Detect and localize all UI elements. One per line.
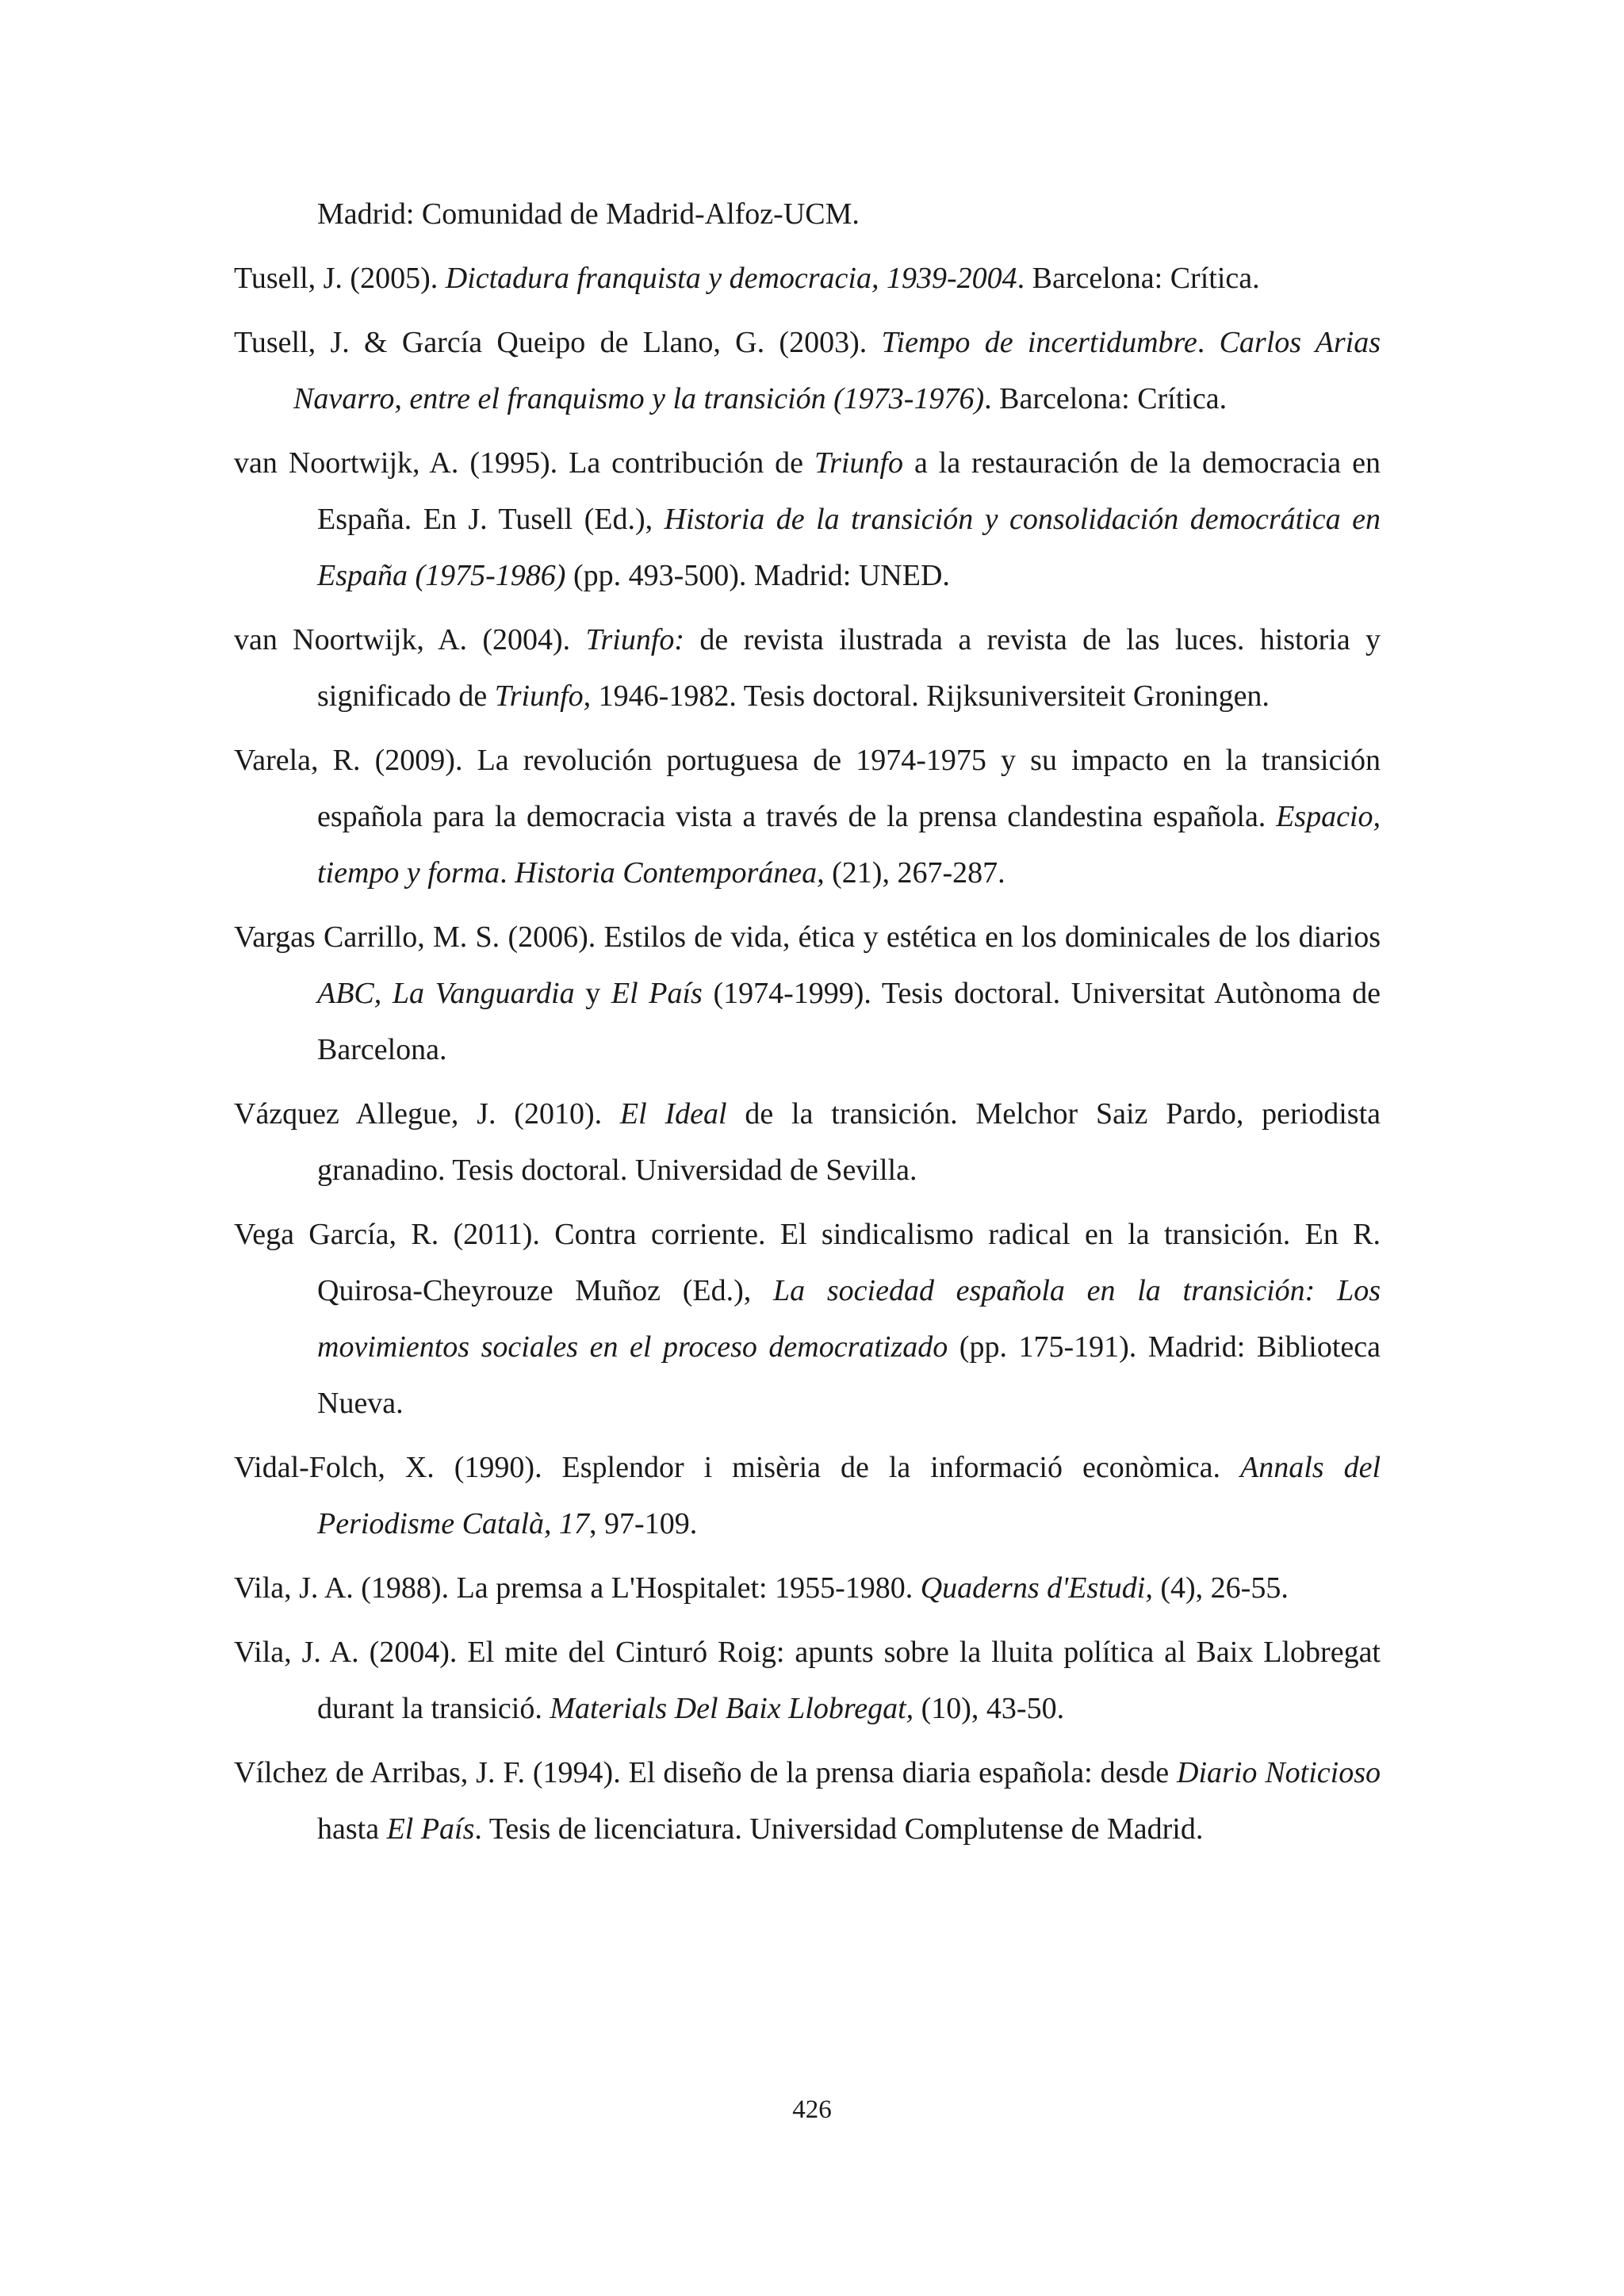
reference-italic-text: Espacio, tiempo y forma (317, 800, 1381, 890)
reference-italic-text: Dictadura franquista y democracia, 1939-2004 (445, 262, 1017, 295)
reference-text: (10), 43-50. (914, 1692, 1065, 1725)
reference-entry-vazquez-2010 (234, 1086, 1381, 1199)
reference-text: hasta (317, 1812, 387, 1846)
reference-italic-text: Triunfo: (585, 623, 685, 656)
reference-entry-vila-2004 (234, 1624, 1381, 1737)
reference-italic-text: Materials Del Baix Llobregat, (550, 1692, 914, 1725)
reference-entry-tusell-2003 (234, 315, 1381, 427)
reference-italic-text: ABC, La Vanguardia (317, 977, 575, 1010)
reference-text: . (500, 856, 515, 890)
page-number: 426 (792, 2095, 832, 2124)
reference-text: (pp. 493-500). Madrid: UNED. (565, 559, 950, 592)
reference-text: . Barcelona: Crítica. (1017, 262, 1260, 295)
reference-entry-vega-2011 (234, 1207, 1381, 1432)
reference-entry-noortwijk-1995 (234, 435, 1381, 604)
reference-italic-text: Quaderns d'Estudi, (920, 1571, 1153, 1605)
reference-italic-text: Historia de la transición y consolidación democrática en España (1975-1986) (317, 503, 1381, 592)
reference-italic-text: Triunfo (814, 446, 903, 480)
reference-text: Tusell, J. & García Queipo de Llano, G. (2003). (234, 326, 882, 359)
reference-text: van Noortwijk, A. (2004). (234, 623, 586, 656)
reference-text: Vila, J. A. (1988). La premsa a L'Hospitalet: 1955-1980. (234, 1571, 921, 1605)
reference-entry-vila-1988 (234, 1560, 1381, 1617)
reference-text: van Noortwijk, A. (1995). La contribución de (234, 446, 815, 480)
reference-text: Vílchez de Arribas, J. F. (1994). El diseño de la prensa diaria española: desde (234, 1756, 1178, 1789)
reference-text: Madrid: Comunidad de Madrid-Alfoz-UCM. (317, 197, 860, 231)
reference-text: (1974-1999). Tesis doctoral. Universitat Autònoma de Barcelona. (317, 977, 1381, 1066)
reference-italic-text: La sociedad española en la transición: Los movimientos sociales en el proceso democratizado (317, 1274, 1381, 1364)
reference-text: Vargas Carrillo, M. S. (2006). Estilos de vida, ética y estética en los dominicales de los diarios (234, 920, 1381, 954)
reference-italic-text: Annals del Periodisme Català, 17 (317, 1451, 1381, 1540)
reference-text: . Tesis de licenciatura. Universidad Complutense de Madrid. (474, 1812, 1204, 1846)
reference-text: , 97-109. (589, 1507, 698, 1540)
reference-text: 1946-1982. Tesis doctoral. Rijksuniversiteit Groningen. (591, 679, 1270, 713)
reference-italic-text: El País (386, 1812, 475, 1846)
reference-entry-vidal-1990 (234, 1440, 1381, 1552)
reference-italic-text: Tiempo de incertidumbre (881, 326, 1197, 359)
reference-text: . Barcelona: Crítica. (984, 382, 1228, 415)
bibliography-list (234, 186, 1381, 1866)
reference-text: . (1197, 326, 1220, 359)
reference-text: Vidal-Folch, X. (1990). Esplendor i misèria de la informació econòmica. (234, 1451, 1241, 1484)
reference-text: y (574, 977, 611, 1010)
reference-text: a la restauración de la democracia en España. En J. Tusell (Ed.), (317, 446, 1381, 536)
reference-entry-vargas-2006 (234, 909, 1381, 1078)
reference-text: (21), 267-287. (824, 856, 1005, 890)
reference-text: de la transición. Melchor Saiz Pardo, periodista granadino. Tesis doctoral. Universidad de Sevilla. (317, 1097, 1381, 1187)
reference-entry-varela-2009 (234, 733, 1381, 901)
reference-text: (4), 26-55. (1152, 1571, 1289, 1605)
reference-text: Vila, J. A. (2004). El mite del Cinturó Roig: apunts sobre la lluita política al Baix Llobregat durant la transició. (234, 1636, 1381, 1725)
reference-italic-text: El País (611, 977, 703, 1010)
reference-text: de revista ilustrada a revista de las luces. historia y significado de (317, 623, 1381, 713)
reference-entry-vilchez-1994 (234, 1745, 1381, 1858)
reference-entry-noortwijk-2004 (234, 612, 1381, 725)
reference-italic-text: Carlos Arias Navarro, entre el franquismo y la transición (1973-1976) (293, 326, 1381, 415)
reference-text: Tusell, J. (2005). (234, 262, 446, 295)
reference-text: Varela, R. (2009). La revolución portuguesa de 1974-1975 y su impacto en la transición española para la democracia vista a través de la prensa clandestina española. (234, 744, 1381, 833)
reference-entry-madrid-cont (317, 186, 1381, 243)
reference-italic-text: Diario Noticioso (1177, 1756, 1381, 1789)
reference-italic-text: Triunfo, (494, 679, 592, 713)
reference-text: Vázquez Allegue, J. (2010). (234, 1097, 620, 1131)
reference-italic-text: Historia Contemporánea, (515, 856, 825, 890)
reference-entry-tusell-2005 (234, 251, 1381, 307)
reference-text: (pp. 175-191). Madrid: Biblioteca Nueva. (317, 1330, 1381, 1420)
reference-text: Vega García, R. (2011). Contra corriente. El sindicalismo radical en la transición. En R. Quirosa-Cheyrouze Muñoz (Ed.), (234, 1218, 1381, 1307)
reference-italic-text: El Ideal (619, 1097, 727, 1131)
